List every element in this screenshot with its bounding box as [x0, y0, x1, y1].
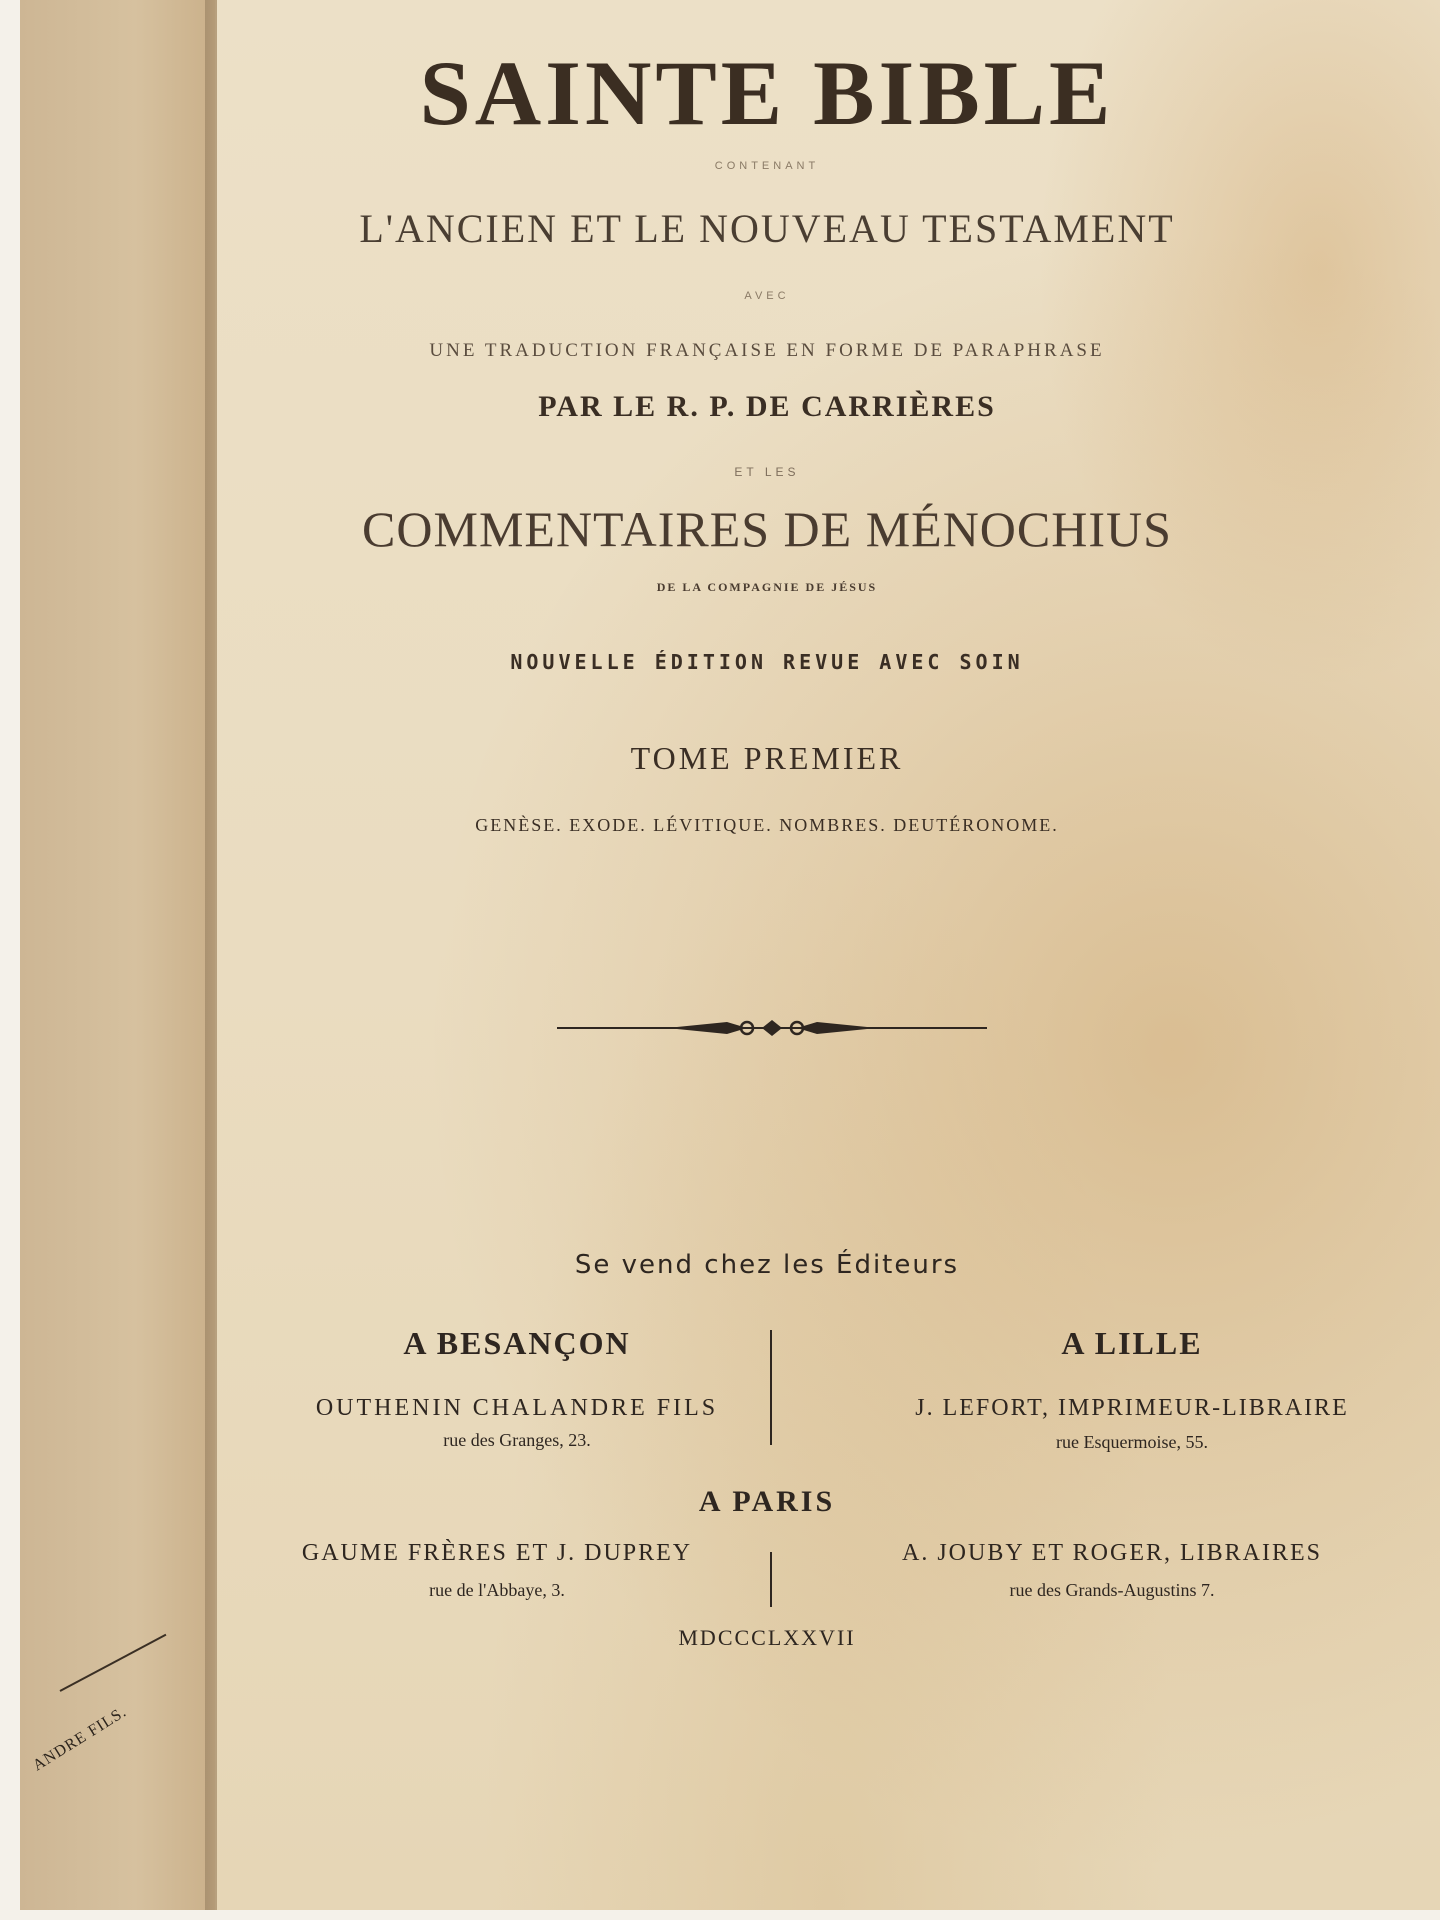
paris-city: A PARIS — [698, 1485, 836, 1518]
besancon-publisher: OUTHENIN CHALANDRE FILS — [315, 1395, 719, 1421]
paris-left-address: rue de l'Abbaye, 3. — [429, 1580, 565, 1600]
publication-year: MDCCCLXXVII — [678, 1625, 856, 1650]
lille-address: rue Esquermoise, 55. — [1056, 1432, 1208, 1452]
subtitle-testament: L'ANCIEN ET LE NOUVEAU TESTAMENT — [359, 206, 1175, 251]
printed-rule — [60, 1634, 167, 1692]
subtitle-et-les: ET LES — [734, 465, 800, 479]
volume-heading: TOME PREMIER — [630, 740, 904, 776]
subtitle-avec: AVEC — [744, 290, 790, 302]
facing-page-text: ANDRE FILS. — [30, 1703, 130, 1775]
compagnie-line: DE LA COMPAGNIE DE JÉSUS — [656, 580, 878, 594]
sold-by-line: Se vend chez les Éditeurs — [574, 1250, 960, 1280]
author-line: PAR LE R. P. DE CARRIÈRES — [538, 390, 996, 423]
lille-publisher: J. LEFORT, IMPRIMEUR-LIBRAIRE — [915, 1395, 1349, 1421]
ornament-rule — [557, 1010, 987, 1046]
title-page — [215, 0, 1440, 1910]
books-list: GENÈSE. EXODE. LÉVITIQUE. NOMBRES. DEUTÉRONOME. — [475, 815, 1059, 835]
paris-right-address: rue des Grands-Augustins 7. — [1009, 1580, 1215, 1600]
column-divider — [770, 1330, 772, 1445]
subtitle-traduction: UNE TRADUCTION FRANÇAISE EN FORME DE PARAPHRASE — [429, 340, 1105, 361]
subtitle-contenant: CONTENANT — [714, 160, 820, 172]
facing-page — [20, 0, 230, 1910]
besancon-address: rue des Granges, 23. — [443, 1430, 591, 1450]
paris-left-publisher: GAUME FRÈRES ET J. DUPREY — [301, 1540, 693, 1566]
lille-city: A LILLE — [1061, 1325, 1203, 1361]
column-divider — [770, 1552, 772, 1607]
edition-line: NOUVELLE ÉDITION REVUE AVEC SOIN — [510, 650, 1024, 674]
besancon-city: A BESANÇON — [403, 1325, 631, 1361]
commentaires-heading: COMMENTAIRES DE MÉNOCHIUS — [362, 501, 1172, 557]
paris-right-publisher: A. JOUBY ET ROGER, LIBRAIRES — [901, 1540, 1323, 1566]
book-title: SAINTE BIBLE — [419, 42, 1115, 144]
